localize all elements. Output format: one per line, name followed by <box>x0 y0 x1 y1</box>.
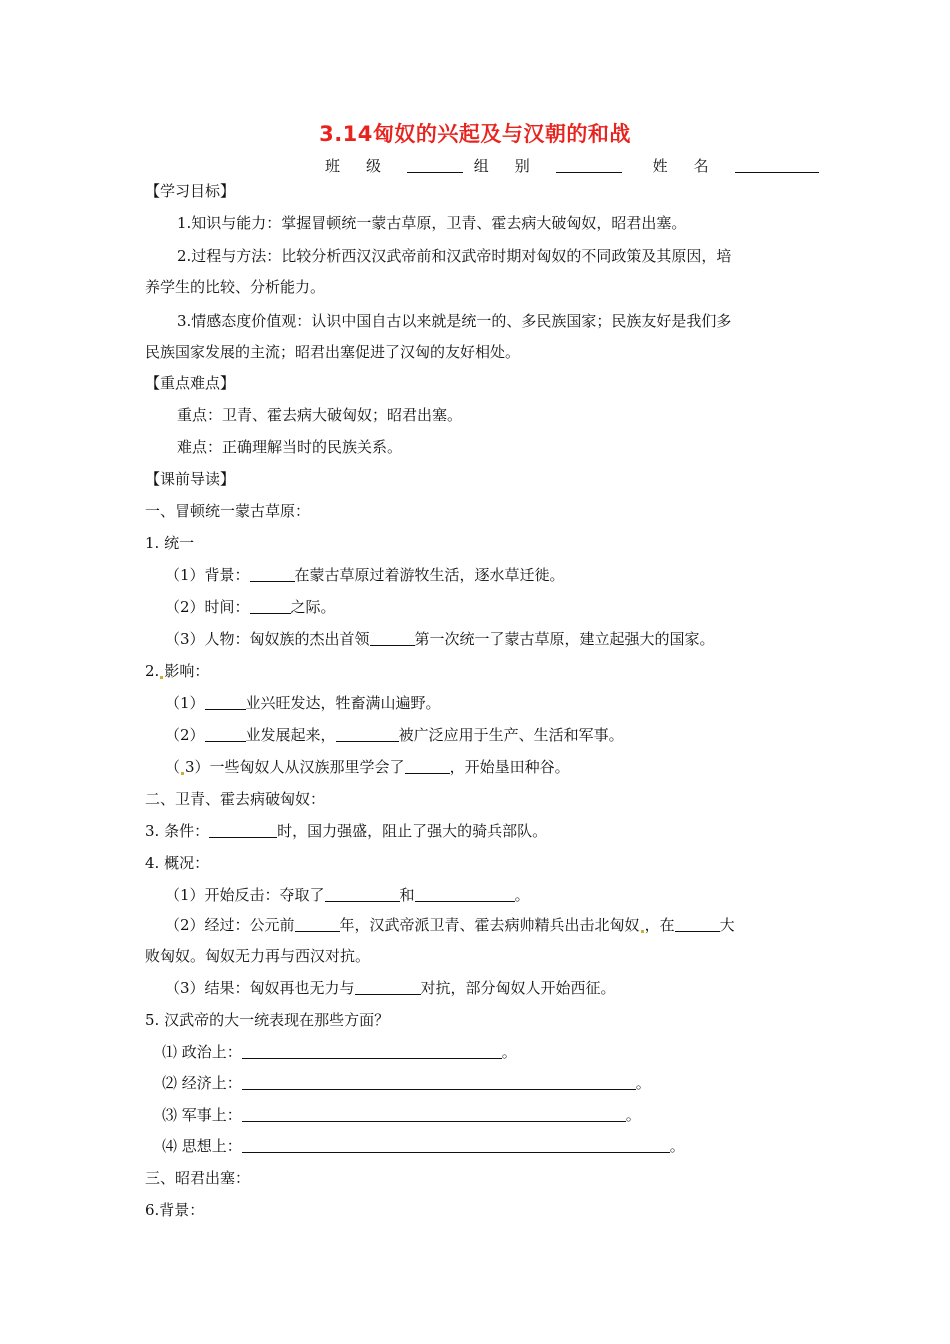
question-5-1-label: ⑴ 政治上： <box>162 1043 242 1061</box>
question-1: 1. 统一 <box>145 534 195 552</box>
question-1-3 <box>165 629 715 649</box>
period: 。 <box>669 1137 685 1155</box>
question-4-1-and: 和 <box>399 886 415 904</box>
section-heading-goals: 【学习目标】 <box>145 182 236 200</box>
period: 。 <box>625 1106 641 1124</box>
question-4-2-at: ，在 <box>644 916 675 934</box>
question-1-3-prefix: （3）人物：匈奴族的杰出首领 <box>165 630 370 648</box>
answer-blank[interactable] <box>355 979 421 995</box>
key-point: 重点：卫青、霍去病大破匈奴；昭君出塞。 <box>177 406 463 424</box>
question-2-3-prefix: 3）一些匈奴人从汉族那里学会了 <box>185 758 405 776</box>
question-6: 6.背景： <box>145 1201 205 1219</box>
question-5-1 <box>162 1042 517 1062</box>
question-1-1-prefix: （1）背景： <box>165 566 250 584</box>
answer-blank[interactable] <box>209 822 277 838</box>
question-5-2-label: ⑵ 经济上： <box>162 1074 242 1092</box>
answer-blank[interactable] <box>405 758 450 774</box>
section-heading-guide: 【课前导读】 <box>145 470 236 488</box>
stray-mark <box>160 676 163 679</box>
answer-blank[interactable] <box>242 1137 670 1153</box>
answer-blank[interactable] <box>250 566 295 582</box>
question-2-number: 2. <box>145 662 160 680</box>
question-1-1-suffix: 在蒙古草原过着游牧生活，逐水草迁徙。 <box>294 566 565 584</box>
question-2-2-middle: 业发展起来， <box>245 726 336 744</box>
question-3-suffix: 时，国力强盛，阻止了强大的骑兵部队。 <box>277 822 548 840</box>
difficult-point: 难点：正确理解当时的民族关系。 <box>177 438 403 456</box>
question-2-3-open: （ <box>165 758 181 776</box>
question-5-2 <box>162 1073 651 1093</box>
question-2-1 <box>165 693 441 713</box>
answer-blank[interactable] <box>242 1043 502 1059</box>
goal-3-line-1: 3.情感态度价值观：认识中国自古以来就是统一的、多民族国家；民族友好是我们多 <box>177 312 732 330</box>
question-1-2 <box>165 597 336 617</box>
answer-blank[interactable] <box>242 1074 636 1090</box>
section-heading-key-points: 【重点难点】 <box>145 374 236 392</box>
question-2 <box>145 661 209 681</box>
question-5-4-label: ⑷ 思想上： <box>162 1137 242 1155</box>
question-4-1-prefix: （1）开始反击：夺取了 <box>165 886 325 904</box>
answer-blank[interactable] <box>336 726 399 742</box>
question-5-3 <box>162 1105 641 1125</box>
question-1-1 <box>165 565 565 585</box>
question-4-2-end: 大 <box>719 916 735 934</box>
goal-2-line-2: 养学生的比较、分析能力。 <box>145 278 326 296</box>
answer-blank[interactable] <box>205 726 246 742</box>
class-blank[interactable] <box>407 158 463 173</box>
question-2-2-prefix: （2） <box>165 726 205 744</box>
student-info-line <box>325 155 819 176</box>
period: 。 <box>635 1074 651 1092</box>
goal-1: 1.知识与能力：掌握冒顿统一蒙古草原，卫青、霍去病大破匈奴，昭君出塞。 <box>177 214 687 232</box>
question-4-3 <box>165 978 616 998</box>
period: 。 <box>501 1043 517 1061</box>
question-3-prefix: 3. 条件： <box>145 822 210 840</box>
answer-blank[interactable] <box>370 630 415 646</box>
answer-blank[interactable] <box>415 886 515 902</box>
question-2-1-suffix: 业兴旺发达，牲畜满山遍野。 <box>245 694 441 712</box>
group-blank[interactable] <box>556 158 622 173</box>
question-3 <box>145 821 547 841</box>
question-4: 4. 概况： <box>145 854 210 872</box>
question-5-4 <box>162 1136 685 1156</box>
section-2-title: 二、卫青、霍去病破匈奴： <box>145 790 326 808</box>
question-1-3-suffix: 第一次统一了蒙古草原，建立起强大的国家。 <box>414 630 715 648</box>
group-label: 组别 <box>473 157 556 175</box>
goal-2-line-1: 2.过程与方法：比较分析西汉汉武帝前和汉武帝时期对匈奴的不同政策及其原因，培 <box>177 247 732 265</box>
question-1-2-suffix: 之际。 <box>290 598 336 616</box>
question-4-2-continued: 败匈奴。匈奴无力再与西汉对抗。 <box>145 947 371 965</box>
answer-blank[interactable] <box>295 916 340 932</box>
question-4-1-period: 。 <box>514 886 530 904</box>
stray-mark <box>641 930 644 933</box>
question-4-2-middle: 年，汉武帝派卫青、霍去病帅精兵出击北匈奴 <box>339 916 640 934</box>
question-5: 5. 汉武帝的大一统表现在那些方面？ <box>145 1011 390 1029</box>
class-label: 班级 <box>325 157 408 175</box>
question-4-2 <box>165 915 735 935</box>
name-blank[interactable] <box>735 158 819 173</box>
answer-blank[interactable] <box>675 916 720 932</box>
question-2-3-suffix: ，开始垦田种谷。 <box>449 758 570 776</box>
answer-blank[interactable] <box>250 598 291 614</box>
stray-mark <box>181 772 184 775</box>
answer-blank[interactable] <box>325 886 400 902</box>
name-label: 姓名 <box>652 157 735 175</box>
section-3-title: 三、昭君出塞： <box>145 1169 251 1187</box>
question-2-3 <box>165 757 570 777</box>
question-5-3-label: ⑶ 军事上： <box>162 1106 242 1124</box>
page-title: 3.14匈奴的兴起及与汉朝的和战 <box>319 122 631 146</box>
question-2-1-prefix: （1） <box>165 694 205 712</box>
question-4-1 <box>165 885 530 905</box>
question-2-2-suffix: 被广泛应用于生产、生活和军事。 <box>398 726 624 744</box>
answer-blank[interactable] <box>242 1106 626 1122</box>
question-4-3-suffix: 对抗，部分匈奴人开始西征。 <box>420 979 616 997</box>
section-1-title: 一、冒顿统一蒙古草原： <box>145 502 311 520</box>
answer-blank[interactable] <box>205 694 246 710</box>
question-4-3-prefix: （3）结果：匈奴再也无力与 <box>165 979 355 997</box>
question-1-2-prefix: （2）时间： <box>165 598 250 616</box>
question-4-2-prefix: （2）经过：公元前 <box>165 916 295 934</box>
goal-3-line-2: 民族国家发展的主流；昭君出塞促进了汉匈的友好相处。 <box>145 343 521 361</box>
question-2-label: 影响： <box>164 662 210 680</box>
question-2-2 <box>165 725 624 745</box>
